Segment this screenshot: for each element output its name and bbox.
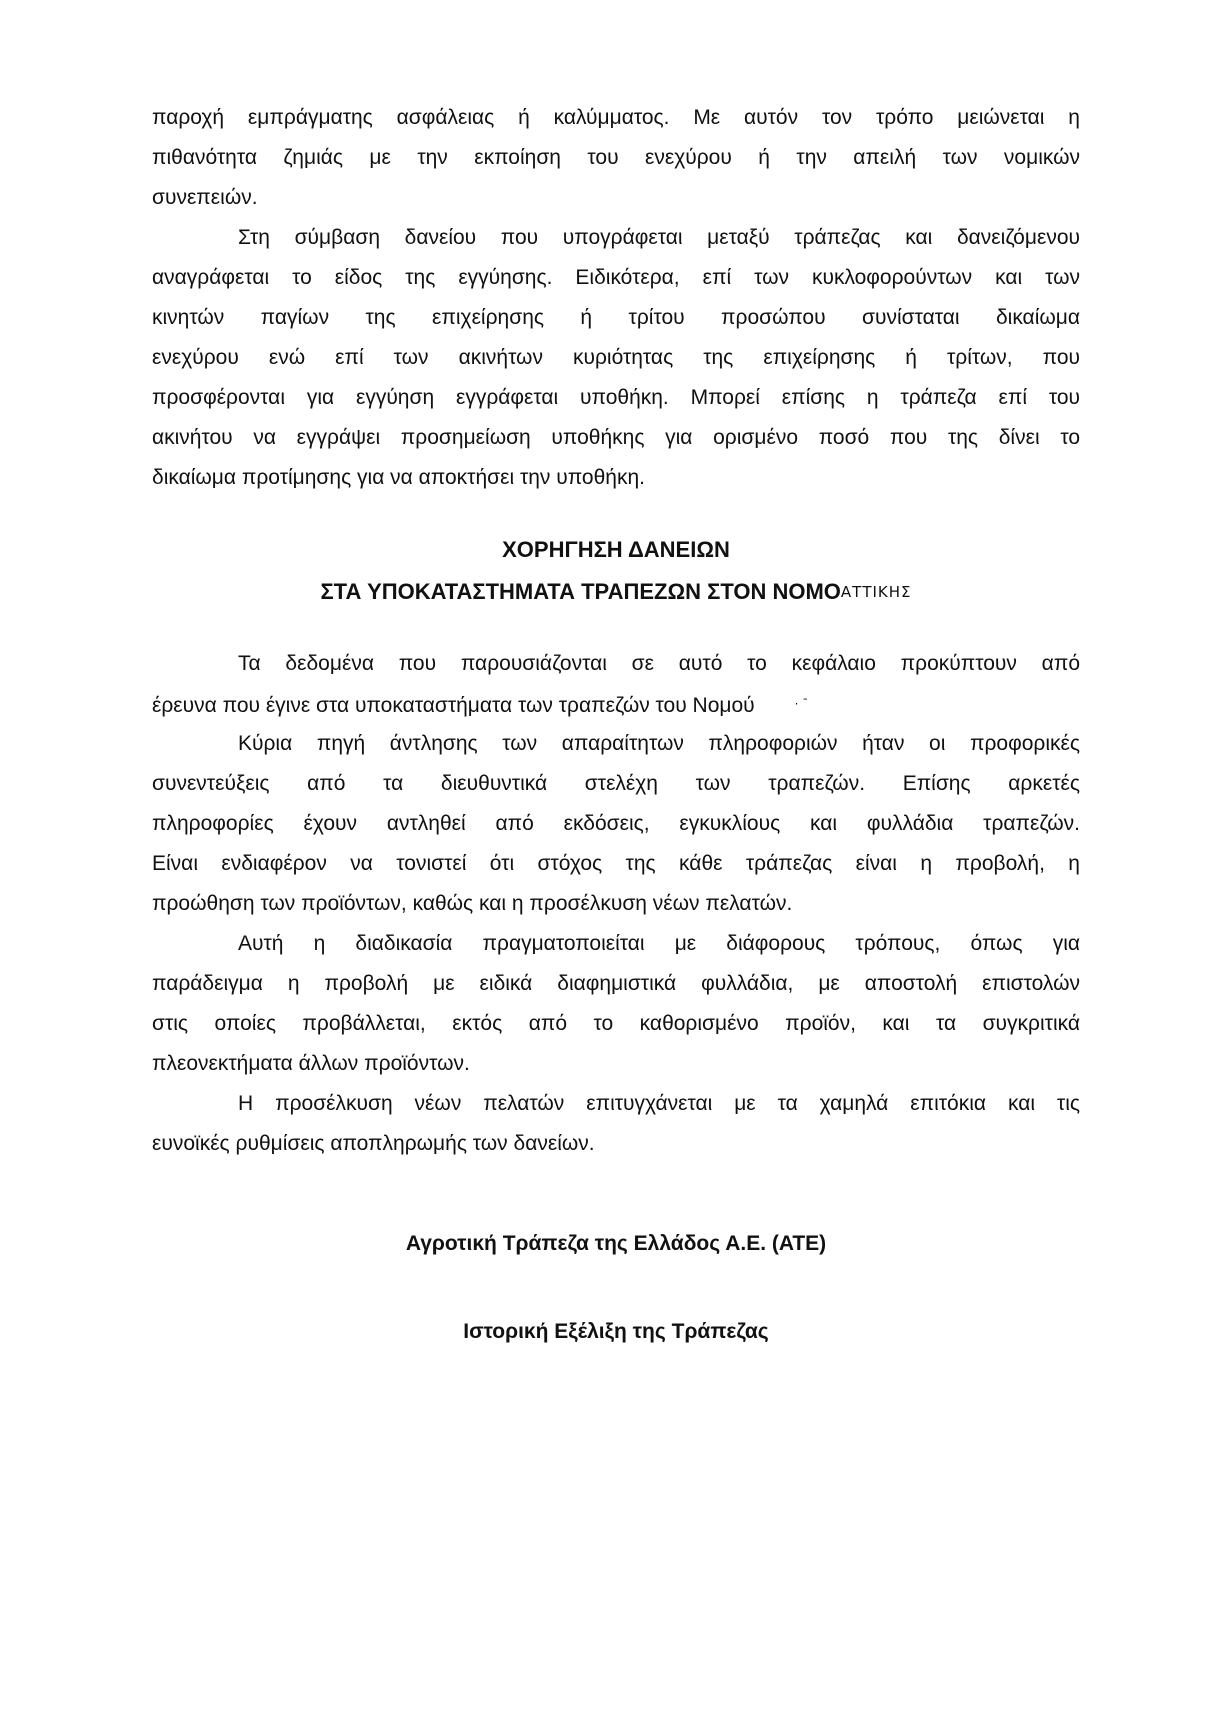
text-line: δικαίωμα προτίμησης για να αποκτήσει την υποθήκη. [152, 466, 645, 489]
section-heading-loans: ΧΟΡΗΓΗΣΗ ΔΑΝΕΙΩΝ [502, 537, 730, 562]
text-line: Κύρια πηγή άντλησης των απαραίτητων πληροφοριών ήταν οι προφορικές [238, 732, 1080, 755]
text-line: κινητών παγίων της επιχείρησης ή τρίτου προσώπου συνίσταται δικαίωμα [152, 306, 1080, 329]
text-line: Στη σύμβαση δανείου που υπογράφεται μεταξύ τράπεζας και δανειζόμενου [238, 226, 1080, 249]
text-line [152, 684, 1080, 724]
paragraph-collateral [152, 98, 1080, 218]
section-heading-branches [152, 570, 1080, 614]
text-line: πλεονεκτήματα άλλων προϊόντων. [152, 1052, 470, 1075]
text-line: ενεχύρου ενώ επί των ακινήτων κυριότητας της επιχείρησης ή τρίτων, που [152, 346, 1080, 369]
paragraph-research-data [152, 644, 1080, 724]
text-line: προώθηση των προϊόντων, καθώς και η προσέλκυση νέων πελατών. [152, 892, 793, 915]
paragraph-sources [152, 724, 1080, 924]
text-line: προσφέρονται για εγγύηση εγγράφεται υποθήκη. Μπορεί επίσης η τράπεζα επί του [152, 386, 1080, 409]
handwritten-annotation: ΑΤΤΙΚΗΣ [840, 583, 912, 601]
text-line: παράδειγμα η προβολή με ειδικά διαφημιστικά φυλλάδια, με αποστολή επιστολών [152, 972, 1080, 995]
heading-text: ΣΤΑ ΥΠΟΚΑΤΑΣΤΗΜΑΤΑ ΤΡΑΠΕΖΩΝ ΣΤΟΝ ΝΟΜΟ [320, 579, 841, 604]
scribble-mark: · ˉ [794, 697, 809, 711]
text-line: Αυτή η διαδικασία πραγματοποιείται με διάφορους τρόπους, όπως για [238, 932, 1080, 955]
text-line: συνεπειών. [152, 186, 258, 209]
text-line: Είναι ενδιαφέρον να τονιστεί ότι στόχος της κάθε τράπεζας είναι η προβολή, η [152, 852, 1080, 875]
section-heading-ate: Αγροτική Τράπεζα της Ελλάδος Α.Ε. (ΑΤΕ) [405, 1232, 827, 1255]
section-heading-history: Ιστορική Εξέλιξη της Τράπεζας [463, 1320, 769, 1343]
text-line: Η προσέλκυση νέων πελατών επιτυγχάνεται με τα χαμηλά επιτόκια και τις [238, 1092, 1080, 1115]
text-line: αναγράφεται το είδος της εγγύησης. Ειδικότερα, επί των κυκλοφορούντων και των [152, 266, 1080, 289]
text-line: στις οποίες προβάλλεται, εκτός από το καθορισμένο προϊόν, και τα συγκριτικά [152, 1012, 1080, 1035]
text-line: ευνοϊκές ρυθμίσεις αποπληρωμής των δανείων. [152, 1132, 595, 1155]
paragraph-process [152, 924, 1080, 1084]
text-line: Τα δεδομένα που παρουσιάζονται σε αυτό το κεφάλαιο προκύπτουν από [238, 652, 1080, 675]
paragraph-new-clients [152, 1084, 1080, 1164]
text-line: παροχή εμπράγματης ασφάλειας ή καλύμματος. Με αυτόν τον τρόπο μειώνεται η [152, 106, 1080, 129]
text-line: συνεντεύξεις από τα διευθυντικά στελέχη των τραπεζών. Επίσης αρκετές [152, 772, 1080, 795]
text-line-content: έρευνα που έγινε στα υποκαταστήματα των τραπεζών του Νομού [152, 694, 755, 717]
paragraph-loan-contract [152, 218, 1080, 498]
text-line: πληροφορίες έχουν αντληθεί από εκδόσεις, εγκυκλίους και φυλλάδια τραπεζών. [152, 812, 1080, 835]
text-line: ακινήτου να εγγράψει προσημείωση υποθήκης για ορισμένο ποσό που της δίνει το [152, 426, 1080, 449]
text-line: πιθανότητα ζημιάς με την εκποίηση του ενεχύρου ή την απειλή των νομικών [152, 146, 1080, 169]
document-page [152, 98, 1080, 1352]
